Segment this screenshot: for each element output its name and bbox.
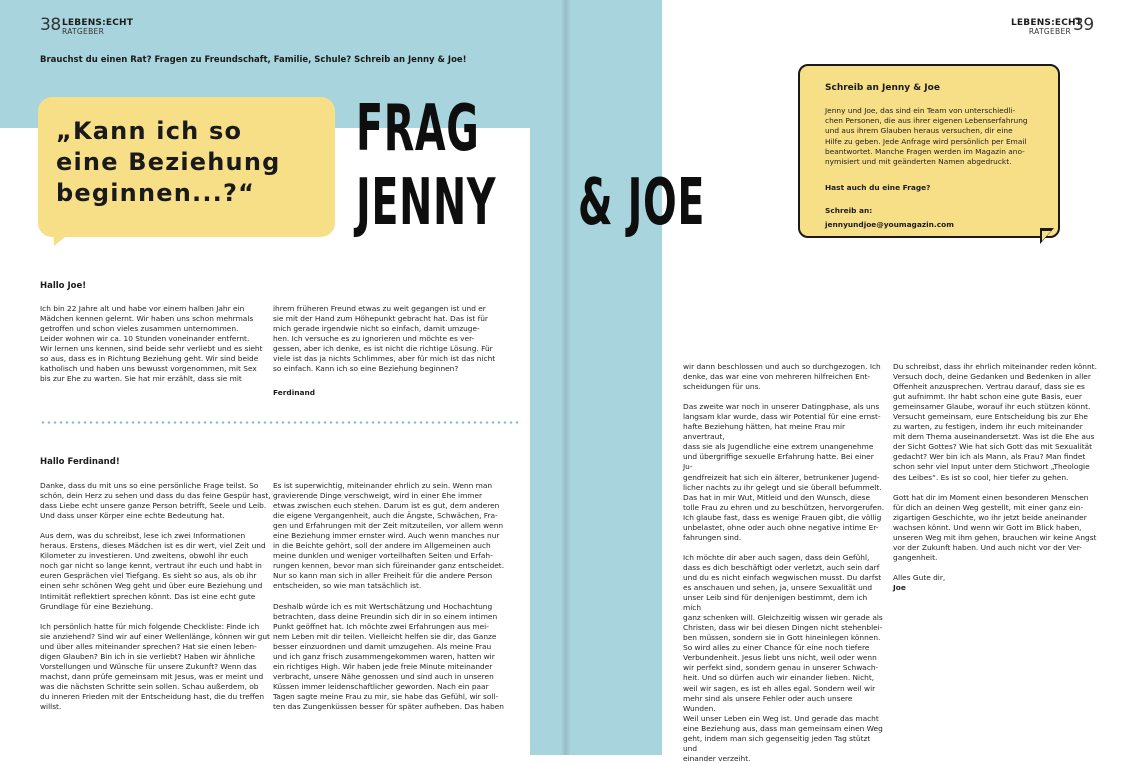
text-line: Christen, dass wir bei diesen Dingen nicht stehenblei-	[683, 623, 883, 633]
letter-signature: Ferdinand	[273, 388, 316, 397]
answer-column-3	[683, 362, 885, 764]
text-line: Offenheit anzusprechen. Vertrau darauf, dass sie es	[893, 382, 1085, 392]
text-line: was die nächsten Schritte sein sollen. Schau außerdem, ob	[40, 681, 259, 691]
text-line: getroffen und schon vieles zusammen unternommen.	[40, 324, 239, 334]
text-line: gangenheit.	[893, 552, 938, 562]
text-line: und über alles miteinander sprechen? Hat sie einen leben-	[40, 641, 257, 651]
quote-line: beginnen...?“	[56, 179, 256, 207]
text-line: Tagen sagte meine Frau zu mir, sie habe das Gefühl, wir soll-	[273, 691, 499, 701]
text-line: schon sehr viel Input unter dem Stichwort „Theologie	[893, 462, 1090, 472]
text-line: betrachten, dass deine Freundin sich dir in so einem intimen	[273, 611, 498, 621]
text-line: nem Leben mit dir teilen. Vielleicht helfen sie dir, das Ganze	[273, 631, 497, 641]
text-line: Und dass unser Körper eine echte Bedeutung hat.	[40, 511, 225, 521]
text-line: bis zur Ehe zu warten. Sie hat mir erzählt, dass sie mit	[40, 374, 242, 384]
text-line: heraus. Erstens, dieses Mädchen ist es dir wert, viel Zeit und	[40, 541, 266, 551]
page-number-left: 38	[40, 15, 61, 35]
paragraph	[273, 602, 523, 713]
quote-line: eine Beziehung	[56, 148, 281, 176]
center-band	[530, 0, 662, 755]
text-line: scheidungen für uns.	[683, 382, 761, 392]
contact-email[interactable]: jennyundjoe@youmagazin.com	[825, 220, 954, 229]
letter-greeting: Hallo Joe!	[40, 281, 87, 291]
text-line: Das zweite war noch in unserer Datingphase, als uns	[683, 402, 880, 412]
text-line: und aus ihrem Glauben heraus versuchen, dir eine	[825, 126, 1013, 136]
text-line: So wird alles zu einer Chance für eine noch tiefere	[683, 643, 870, 653]
text-line: chen Personen, die aus ihrer eigenen Lebenserfahrung	[825, 116, 1028, 126]
closing: Alles Gute dir,	[893, 572, 946, 582]
text-line: machst, dann prüfe gemeinsam mit Jesus, was er meint und	[40, 671, 264, 681]
text-line: du inneren Frieden mit der Entscheidung hast, die du treffen	[40, 691, 265, 701]
dotted-divider	[40, 421, 522, 424]
text-line: Danke, dass du mit uns so eine persönliche Frage teilst. So	[40, 481, 259, 490]
text-line: Versuch doch, deine Gedanken und Bedenken in aller	[893, 372, 1091, 382]
text-line: euren Gesprächen viel Tiefgang. Es sieht so aus, als ob ihr	[40, 571, 257, 581]
letter-column-1	[40, 304, 268, 384]
text-line: digen Glauben? Bin ich in sie verliebt? Haben wir ähnliche	[40, 651, 256, 661]
text-line: einander verzeiht.	[683, 753, 751, 763]
answer-column-1	[40, 481, 272, 712]
text-line: die eigene Vergangenheit, auch die Ängste, Schwächen, Fra-	[273, 511, 498, 521]
text-line: Es ist superwichtig, miteinander ehrlich zu sein. Wenn man	[273, 481, 493, 490]
text-line: Das hat in mir Wut, Mitleid und den Wunsch, diese	[683, 492, 871, 502]
letter-column-2	[273, 304, 523, 374]
text-line: Jenny und Joe, das sind ein Team von unterschiedli-	[825, 106, 1016, 115]
title-frag: FRAG	[356, 92, 480, 166]
text-line: der Sicht Gottes? Wie hat sich Gott das mit Sexualität	[893, 442, 1093, 452]
text-line: Deshalb würde ich es mit Wertschätzung und Hochachtung	[273, 601, 493, 611]
intro-line: Brauchst du einen Rat? Fragen zu Freundschaft, Familie, Schule? Schreib an Jenny & Joe!	[40, 55, 467, 65]
paragraph	[683, 553, 885, 764]
text-line: gessen, aber ich denke, es ist nicht die richtige Lösung. Für	[273, 344, 493, 354]
text-line: Ich bin 22 Jahre alt und habe vor einem halben Jahr ein	[40, 304, 245, 313]
text-line: noch gar nicht so lange kennt, vertraut ihr euch und habt in	[40, 561, 262, 571]
text-line: unseren Weg mit ihm gehen, brauchen wir keine Angst	[893, 532, 1097, 542]
text-line: und übergriffige sexuelle Erfahrung hatte. Bei einer Ju-	[683, 452, 874, 472]
text-line: hafte Beziehung hätten, hat meine Frau mir anvertraut,	[683, 422, 846, 442]
text-line: und ich ganz frisch zusammengekommen waren, hatten wir	[273, 651, 495, 661]
info-box-tail-fill	[1042, 231, 1051, 241]
text-line: tolle Frau zu ehren und zu beschützen, hervorgerufen.	[683, 502, 885, 512]
text-line: fahrungen sind.	[683, 532, 742, 542]
quote-line: „Kann ich so	[56, 117, 243, 145]
text-line: etwas zwischen euch stehen. Darum ist es gut, dem anderen	[273, 501, 500, 511]
text-line: mich gerade irgendwie nicht so einfach, damit umzuge-	[273, 324, 480, 334]
info-box-title: Schreib an Jenny & Joe	[825, 83, 940, 93]
page-number-right: 39	[1073, 15, 1094, 35]
text-line: katholisch und haben uns bewusst vorgenommen, mit Sex	[40, 364, 257, 374]
text-line: gedacht? Wer bin ich als Mann, als Frau? Man findet	[893, 452, 1086, 462]
text-line: mit dem Thema auseinandersetzt. Was ist die Ehe aus	[893, 432, 1095, 442]
text-line: sie anziehend? Sind wir auf einer Wellenlänge, können wir gut	[40, 631, 270, 641]
text-line: dass sie als Jugendliche eine extrem unangenehme	[683, 442, 874, 452]
text-line: schön, dein Herz zu sehen und dass du das feine Gespür hast,	[40, 491, 271, 501]
text-line: verbracht, unsere Nähe genossen und sind auch in unseren	[273, 671, 494, 681]
answer-signature: Joe	[893, 583, 906, 593]
text-line: in die Beichte gehört, soll der andere im Allgemeinen auch	[273, 541, 491, 551]
text-line: und du es nicht einfach wegwischen musst. Du darfst	[683, 572, 882, 582]
text-line: entscheiden, so wie man tatsächlich ist.	[273, 581, 422, 591]
paragraph	[40, 481, 272, 521]
text-line: einen sehr schönen Weg geht und über eure Beziehung und	[40, 581, 263, 591]
text-line: hen. Ich versuche es zu ignorieren und möchte es ver-	[273, 334, 475, 344]
title-jenny: JENNY	[356, 166, 497, 240]
text-line: ein richtiges High. Wir haben jede freie Minute miteinander	[273, 661, 493, 671]
text-line: ihrem früheren Freund etwas zu weit gegangen ist und er	[273, 304, 486, 313]
text-line: ben müssen, sondern sie in Gott hineinlegen können.	[683, 633, 881, 643]
page-gutter	[561, 0, 571, 755]
text-line: wir dann beschlossen und auch so durchgezogen. Ich	[683, 362, 881, 371]
paragraph	[683, 362, 885, 392]
text-line: Gott hat dir im Moment einen besonderen Menschen	[893, 492, 1089, 502]
text-line: dass es dich beschäftigt oder verletzt, auch sein darf	[683, 562, 880, 572]
text-line: gemeinsamer Glaube, worauf ihr euch stützen könnt.	[893, 402, 1091, 412]
text-line: Kilometer zu investieren. Und zweitens, obwohl ihr euch	[40, 551, 249, 561]
text-line: so aus, dass es in Richtung Beziehung geht. Wir sind beide	[40, 354, 259, 364]
brand-section: RATGEBER	[62, 27, 105, 36]
text-line: zu warten, zu festigen, indem ihr euch miteinander	[893, 422, 1083, 432]
paragraph	[40, 622, 272, 712]
text-line: vor der Zukunft haben. Und auch nicht vor der Ver-	[893, 542, 1082, 552]
text-line: zigartigen Geschichte, wo ihr jetzt beide aneinander	[893, 512, 1087, 522]
text-line: Nur so kann man sich in aller Freiheit für die andere Person	[273, 571, 493, 581]
text-line: besser einzuordnen und damit umzugehen. Als meine Frau	[273, 641, 492, 651]
text-line: geht, indem man sich gegenseitig jeden Tag stützt und	[683, 733, 871, 753]
text-line: gen und Erfahrungen mit der Zeit mitzuteilen, vor allem wenn	[273, 521, 504, 531]
text-line: Verbundenheit. Jesus liebt uns nicht, weil oder wenn	[683, 653, 877, 663]
text-line: Aus dem, was du schreibst, lese ich zwei Informationen	[40, 531, 246, 541]
paragraph	[893, 362, 1098, 483]
text-line: Ich möchte dir aber auch sagen, dass dein Gefühl,	[683, 552, 870, 562]
text-line: Wir lernen uns kennen, sind beide sehr verliebt und es sieht	[40, 344, 263, 354]
brand-name: LEBENS:ECHT	[62, 18, 134, 28]
info-box-text	[825, 106, 1047, 167]
brand-name: LEBENS:ECHT	[1011, 18, 1083, 28]
paragraph	[683, 402, 885, 543]
text-line: meine dunklen und weniger vorteilhaften Seiten und Erfah-	[273, 551, 493, 561]
text-line: willst.	[40, 702, 62, 712]
text-line: gut aufnimmt. Ihr habt schon eine gute Basis, euer	[893, 392, 1082, 402]
text-line: gravierende Dinge verschweigt, wird in einer Ehe immer	[273, 491, 483, 501]
text-line: des Leibes“. Es ist so cool, hier tiefer zu gehen.	[893, 472, 1069, 482]
text-line: dass Liebe echt unsere ganze Person betrifft, Seele und Leib.	[40, 501, 267, 511]
text-line: Versucht gemeinsam, eure Entscheidung bis zur Ehe	[893, 412, 1088, 422]
text-line: viele ist das ja nichts Schlimmes, aber für mich ist das nicht	[273, 354, 496, 364]
text-line: für dich an deinen Weg gestellt, mit einer ganz ein-	[893, 502, 1084, 512]
brand-left	[62, 19, 133, 36]
text-line: Hilfe zu geben. Jede Anfrage wird persönlich per Email	[825, 136, 1027, 146]
brand-section: RATGEBER	[1028, 27, 1071, 36]
title-and-joe: & JOE	[578, 166, 706, 240]
paragraph	[273, 481, 523, 592]
text-line: ganz schenken will. Gleichzeitig wissen wir gerade als	[683, 613, 883, 623]
text-line: Leider wohnen wir ca. 10 Stunden voneinander entfernt.	[40, 334, 250, 344]
text-line: denke, das war eine von mehreren hilfreichen Ent-	[683, 372, 871, 382]
text-line: Grundlage für eine Beziehung.	[40, 601, 154, 611]
text-line: Weil unser Leben ein Weg ist. Und gerade das macht	[683, 713, 879, 723]
info-box-send-label: Schreib an:	[825, 206, 873, 215]
answer-greeting: Hallo Ferdinand!	[40, 457, 120, 467]
paragraph	[893, 493, 1098, 563]
text-line: unbelastet, ohne oder auch ohne negative intime Er-	[683, 522, 879, 532]
text-line: rungen kennen, bevor man sich füreinander ganz entscheidet.	[273, 561, 505, 571]
text-line: weil wir sagen, es ist eh alles egal. Sondern weil wir	[683, 683, 876, 693]
text-line: so einfach. Kann ich so eine Beziehung beginnen?	[273, 364, 459, 374]
text-line: ten das Zungenküssen besser für später aufheben. Das haben	[273, 702, 504, 712]
text-line: Du schreibst, dass ihr ehrlich miteinander reden könnt.	[893, 362, 1097, 371]
text-line: eine Beziehung immer ernster wird. Auch wenn manches nur	[273, 531, 500, 541]
text-line: wir perfekt sind, sondern genau in unserer Schwach-	[683, 663, 879, 673]
text-line: Punkt geöffnet hat. Ich möchte zwei Erfahrungen aus mei-	[273, 621, 489, 631]
text-line: langsam klar wurde, dass wir Potential für eine ernst-	[683, 412, 881, 422]
text-line: gendfreizeit hat sich ein älterer, betrunkener Jugend-	[683, 472, 880, 482]
text-line: Mädchen kennen gelernt. Wir haben uns schon mehrmals	[40, 314, 254, 324]
text-line: Küssen immer leidenschaftlicher geworden. Nach ein paar	[273, 681, 489, 691]
answer-column-4	[893, 362, 1098, 593]
text-line: unser Leib sind für denjenigen bestimmt, dem ich mich	[683, 593, 868, 613]
text-line: Ich glaube fast, dass es wenige Frauen gibt, die völlig	[683, 512, 882, 522]
info-box-question: Hast auch du eine Frage?	[825, 183, 931, 192]
text-line: nymisiert und mit geänderten Namen abgedruckt.	[825, 157, 1012, 167]
answer-column-2	[273, 481, 523, 712]
text-line: Vorstellungen und Wünsche für unsere Zukunft? Wenn das	[40, 661, 257, 671]
text-line: heit. Und so dürfen auch wir einander lieben. Nicht,	[683, 673, 875, 683]
text-line: sie mit der Hand zum Höhepunkt gebracht hat. Das ist für	[273, 314, 488, 324]
question-quote	[56, 116, 326, 209]
text-line: eine Beziehung aus, dass man gemeinsam einen Weg	[683, 723, 883, 733]
text-line: beantwortet. Manche Fragen werden im Magazin ano-	[825, 146, 1025, 156]
paragraph	[40, 531, 272, 611]
text-line: mehr sind als unsere Fehler oder auch unsere Wunden.	[683, 693, 853, 713]
brand-right	[1011, 18, 1083, 36]
text-line: es anschauen und sehen, ja, unsere Sexualität und	[683, 583, 873, 593]
text-line: Intimität reflektiert sprechen könnt. Das ist eine echt gute	[40, 591, 256, 601]
paragraph	[893, 573, 1098, 593]
text-line: wachsen könnt. Und wenn wir Gott im Blick haben,	[893, 522, 1082, 532]
text-line: licher nachts zu ihr gelegt und sie überall befummelt.	[683, 482, 882, 492]
text-line: Ich persönlich hatte für mich folgende Checkliste: Finde ich	[40, 621, 260, 631]
